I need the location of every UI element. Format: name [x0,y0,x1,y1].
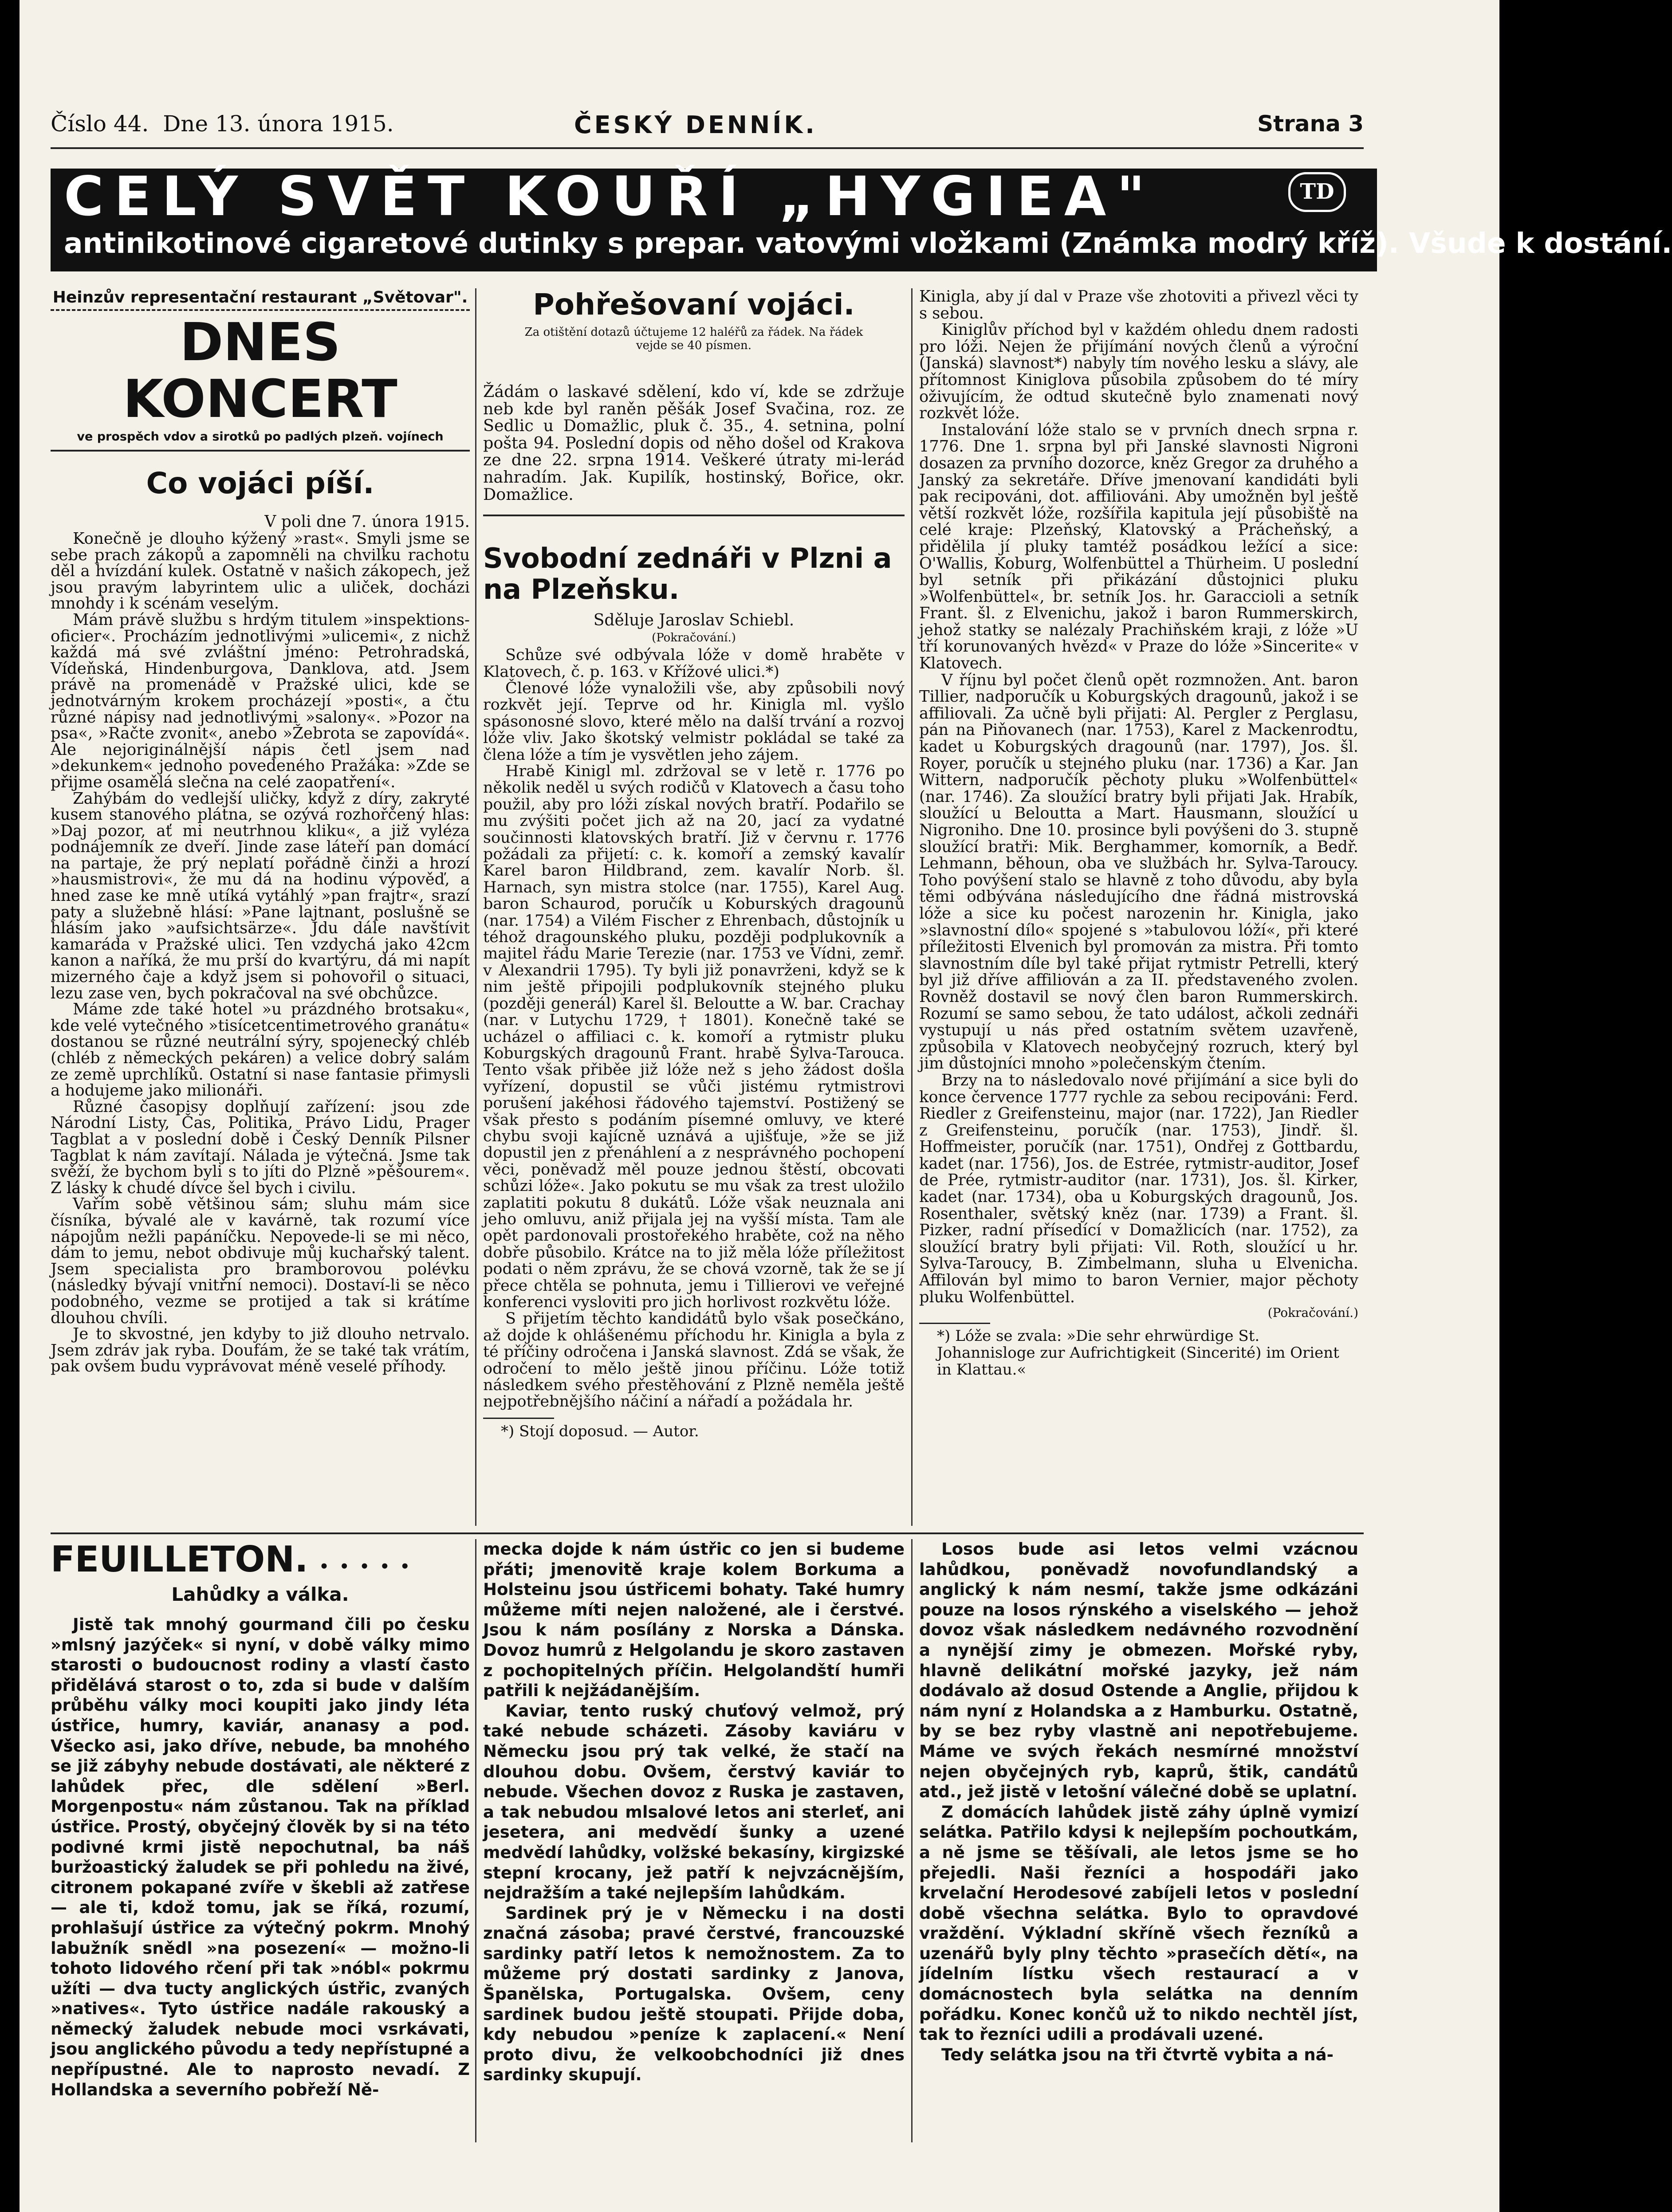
column-rule-3 [475,1539,476,2142]
column-rule-4 [911,1539,913,2142]
feuilleton-dots: • • • • • [319,1558,413,1576]
footnote-rule [483,1418,554,1419]
column-1 [51,288,470,1375]
column-rule-2 [911,288,913,1526]
feuilleton-column-3 [919,1539,1358,2065]
paragraph: Kinigla, aby jí dal v Praze vše zhotoviti a přivezl věci ty s sebou. [919,287,1358,322]
paragraph: Kiniglův příchod byl v každém ohledu dnem radosti pro lóži. Nejen že přijímání nových členů a výroční (Janská) slavnost*) nabyly tím nového lesku a slávy, ale přítomnost Kiniglova působila způsobem do té míry oživujícím, že odtud skutečně bylo znamenati nový rozkvět lóže. [919,321,1358,423]
issue-date: Dne 13. února 1915. [163,111,394,137]
article-heading: Co vojáci píší. [146,466,374,500]
ad-headline: CELÝ SVĚT KOUŘÍ „HYGIEA" [64,165,1156,228]
paragraph: Sardinek prý je v Německu i na dosti značná zásoba; pravé čerstvé, francouzské sardinky patří letos k nemožnostem. Za to můžeme prý dostati sardinky z Janova, Španělska, Portugalska. Ovšem, ceny sardinek budou ještě stoupati. Přijde doba, kdy nebudou »peníze k zaplacení.« Není proto divu, že velkoobchodníci již dnes sardinky skupují. [483,1903,905,2085]
rule [51,450,470,452]
ad-subline: antinikotinové cigaretové dutinky s prepar. vatovými vložkami (Známka modrý kříž). Všude k dostání. [64,227,1672,259]
paragraph: Různé časopisy doplňují zařízení: jsou zde Národní Listy, Čas, Politika, Právo Lidu, Prager Tagblat a v poslední době i Český Denník Pilsner Tagblat k nám zavítají. Nálada je výtečná. Jsme tak svěží, že bychom byli s to jíti do Plzně »pěšourem«. Z lásky k chudé dívce šel bych i civilu. [51,1097,470,1197]
paragraph: Zahýbám do vedlejší uličky, když z díry, zakryté kusem stanového plátna, se ozývá rozhořčený hlas: »Daj pozor, ať mi neutrhnou kliku«, a již vyléza podnájemník ze dveří. Jinde zase láteří pan domácí na partaje, že prý neplatí pořádně činži a hrozí »hausmistrovi«, že mu dá na hodinu výpověď, a hned zase ke mně utíká vytáhlý »pan frajtr«, srazí paty a služebně hlásí: »Pane lajtnant, poslušně se hlásím jako »aufsichtsärze«. Jdu dále navštívit kamaráda v Pražské ulici. Ten vzdychá jako 42cm kanon a naříká, že mu prší do kvartýru, dá mi napít mizerného čaje a když jsem si pohovořil o situaci, lezu zase ven, bych pokračoval na své obchůzce. [51,789,470,1002]
feuilleton-title: FEUILLETON. [51,1539,308,1580]
feuilleton-body-3 [919,1539,1358,2065]
newspaper-title: ČESKÝ DENNÍK. [574,111,817,139]
feuilleton-column-2 [483,1539,905,2085]
concert-subtitle: ve prospěch vdov a sirotků po padlých plzeň. vojínech [77,430,444,444]
paragraph: Instalování lóže stalo se v prvních dnech srpna r. 1776. Dne 1. srpna byl při Janské slavnosti Nigroni dosazen za prvního dozorce, kněz Gregor za druhého a Janský za sekretáře. Dříve jmenovaní kandidáti byli pak recipováni, dot. affiliováni. Aby umožněn byl ještě větší rozkvět lóže, rozšířila kapitula její působiště na celé kraje: Plzeňský, Klatovský a Prácheňský, a přidělila jí pluky tamtéž posádkou ležící a sice: O'Wallis, Koburg, Wolfenbüttel a Thürheim. U poslední byl setník při přikázání důstojnici pluku »Wolfenbüttel«, br. setník Jos. hr. Garaccioli a setník Frant. šl. z Elvenichu, jakož i baron Rummerskirch, jehož statky se nalézaly Prachiňském kraji, z lóže »U tří korunovaných hvězd« v Praze do lóže »Sincerite« v Klatovech. [919,420,1358,673]
missing-body [483,383,905,503]
paragraph: Schůze své odbývala lóže v domě hraběte v Klatovech, č. p. 163. v Křížové ulici.*) [483,646,905,681]
feuilleton-title-row [51,1539,470,1580]
restaurant-name: Heinzův representační restaurant „Světovar". [51,288,470,311]
paragraph: Žádám o laskavé sdělení, kdo ví, kde se zdržuje neb kde byl raněn pěšák Josef Svačina, roz. ze Sedlic u Domažlic, pluk č. 35., 4. setnina, polní pošta 94. Poslední dopis od něho došel od Krakova ze dne 22. srpna 1914. Veškeré útraty mi-lerád nahradím. Jak. Kupilík, hostinský, Bořice, okr. Domažlice. [483,382,905,504]
paragraph: Z domácích lahůdek jistě záhy úplně vymizí selátka. Patřilo kdysi k nejlepším pochoutkám, a ně jsme se těšívali, ale letos jsme se ho přejedli. Naši řezníci a hospodáři jako krvelační Herodesové zabíjeli letos v poslední době všechna selátka. Bylo to opravdové vraždění. Výkladní skříně všech řezníků a uzenářů byly plny těchto »prasečích dětí«, na jídelním lístku všech restaurací a v domácnostech byla selátka na denním pořádku. Konec končů už to nikdo nechtěl jíst, tak to řezníci udili a prodávali uzené. [919,1802,1358,2044]
column-3 [919,288,1358,1378]
paragraph: Máme zde také hotel »u prázdného brotsaku«, kde velé vytečného »tisícetcentimetrového granátu« dostanou se různé neutrální sýry, spojenecký chléb (chléb z německých pekáren) a velice dobrý salám ze země uprchlíků. Ostatní si nase fantasie přimysli a hodujeme jako milionáři. [51,1000,470,1100]
footnote: *) Lóže se zvala: »Die sehr ehrwürdige St. Johannisloge zur Aufrichtigkeit (Sincerité) im Orient in Klattau.« [937,1327,1339,1379]
paragraph: S přijetím těchto kandidátů bylo však posečkáno, až dojde k ohlášenému příchodu hr. Kinigla a byla z té příčiny odročena i Janská slavnost. Zdá se však, že odročení to mělo ještě jinou příčinu. Lóže totiž následkem svého přestěhování z Plzně neměla ještě nejpotřebnějšího náčiní a nářadí a požádala hr. [483,1310,905,1411]
paragraph: Kaviar, tento ruský chuťový velmož, prý také nebude scházeti. Zásoby kaviáru v Německu jsou prý tak velké, že stačí na dlouhou dobu. Ovšem, čerstvý kaviár to nebude. Všechen dovoz z Ruska je zastaven, a tak nebudou mlsalové letos ani sterleť, ani jesetera, ani medvědí šunky a uzené medvědí lahůdky, volžské bekasíny, kirgizské stepní krocany, jež patří k nejvzácnějším, nejdražším a také nejlepším lahůdkám. [483,1701,905,1903]
paragraph: Hrabě Kinigl ml. zdržoval se v letě r. 1776 po několik neděl u svých rodičů v Klatovech a času toho použil, aby pro lóži získal nových bratří. Podařilo se mu zvýšiti počet jich až na 20, jací za vydatné součinnosti klatovských bratří. Již v červnu r. 1776 požádali za přijetí: c. k. komoří a zemský kavalír Karel baron Hildbrand, zem. kavalír Norb. šl. Harnach, syn mistra stolce (nar. 1755), Karel Aug. baron Schaurod, poručík u Koburských dragounů (nar. 1754) a Vilém Fischer z Ehrenbach, důstojník u téhož dragounského pluku, později podplukovník a majitel řádu Marie Terezie (nar. 1753 ve Vídni, zemř. v Alexandrii 1795). Ty byli již ponavrženi, když se k nim ještě připojili podplukovník stejného pluku (později generál) Karel šl. Beloutte a W. bar. Crachay (nar. v Lutychu 1729, † 1801). Konečně také se ucházel o affiliaci c. k. komoří a rytmistr pluku Koburgských dragounů Frant. hrabě Sylva-Tarouca. Tento však přiběe již lóže než s jeho žádost došla vyřízení, dopustil se vůči jistému rytmistrovi porušení jakéhosi řádového tajemství. Postižený se však přesto s podáním písemné omluvy, ve které chybu svoji kajícně uznává a ujišťuje, »že se již dopustil jen z přenáhlení a z nesprávného pochopení věci, poněvadž měl pouze jednou štěstí, obcovati schůzi lóže«. Jako pokutu se mu však za trest uložilo zaplatiti pokutu 8 dukátů. Lóže však neuznala ani jeho omluvu, aniž přijala jej na vyšší místa. Tam ale opět pardonovali prostořekého hraběte, což na něho dobře působilo. Krátce na to již měla lóže příležitost podati o něm zprávu, že se chová vzorně, tak že se jí přece chtěla se pohnuta, jemu i Tillierovi ve veřejné konferenci vysloviti pro jich horlivost rozkvětu lóže. [483,762,905,1311]
paragraph: Vařím sobě většinou sám; sluhu mám sice čísníka, bývalé ale v kavárně, tak rozumí více nápojům nežli papáníčku. Nepovede-li se mi něco, dám to jemu, nebot obdivuje můj kuchařský talent. Jsem specialista pro bramborovou polévku (následky bývají vnitřní nemoci). Dostaví-li se něco podobného, vezme se protijed a tak si krátíme dlouhou chvíli. [51,1195,470,1327]
page-header [51,111,1364,146]
author-line: Sděluje Jaroslav Schiebl. [593,611,795,630]
column-2 [483,288,905,1440]
trademark-logo: TD [1288,172,1346,212]
paragraph: V říjnu byl počet členů opět rozmnožen. Ant. baron Tillier, nadporučík u Koburgských dragounů, jakož i se affiliovali. Za učně byli přijati: Al. Pergler z Perglasu, pán na Piňovanech (nar. 1753), Karel z Mackenrodtu, kadet u Koburgských dragounů (nar. 1797), Jos. šl. Royer, poručík u stejného pluku (nar. 1736) a Kar. Jan Wittern, nadporučík pěchoty pluku »Wolfenbüttel« (nar. 1746). Za sloužící bratry byli přijati Jak. Hrabík, sloužící u Beloutta a Mart. Hausmann, sloužící u Nigroniho. Dne 10. prosince byli povýšeni do 3. stupně sloužící bratři: Mik. Berghammer, komorník, a Bedř. Lehmann, běhoun, oba ve službách hr. Sylva-Taroucy. Toho povýšení stalo se hlavně z toho důvodu, aby byla těmi odbývána následujícího dne řádná mistrovská lóže a sice ku počest narozenin hr. Kinigla, jako »slavnostní dílo« spojené s »tabulovou lóží«, při které příležitosti Elvenich byl promován za mistra. Při tomto slavnostním díle byl také přijat rytmistr Petrelli, který byl již dříve affiliován a za II. představeného zvolen. Rovněž dostavil se nový člen baron Rummerskirch. Rozumí se samo sebou, že tato událost, ačkoli zednáři vystupují u nás před ostatním světem uzavřeně, způsobila v Klatovech neobyčejný rozruch, který byl jim důstojníci mnoho »polečenským čtením. [919,671,1358,1073]
newspaper-page [20,0,1672,2212]
feuilleton-body-1 [51,1615,470,2100]
paragraph: Je to skvostné, jen kdyby to již dlouho netrvalo. Jsem zdráv jak ryba. Doufám, že se také tak vrátím, pak ovšem budu vyprávovat méně veselé příhody. [51,1325,470,1376]
paragraph: Mám právě službu s hrdým titulem »inspektions-oficier«. Procházím jednotlivými »ulicemi«, z nichž každá má své zvláštní jméno: Petrohradská, Vídeňská, Hindenburgova, Danklova, atd. Jsem právě na promenádě v Pražské ulici, kde se jednotvárným krokem procházejí »posti«, a čtu různé nápisy nad jednotlivými »salony«. »Pozor na psa«, »Račte zvonit«, anebo »Žebrota se zapovídá«. Ale nejoriginálnější nápis četl jsem nad »dekunkem« jednoho povedeného Pražáka: »Zde se přijme osamělá slečna na celé zaopatření«. [51,610,470,791]
continuation-note: (Pokračování.) [652,631,736,645]
paragraph: mecka dojde k nám ústřic co jen si budeme přáti; jmenovitě kraje kolem Borkuma a Holsteinu jsou ústřicemi bohaty. Také humry můžeme míti nejen naložené, ale i čerstvé. Jsou k nám posílány z Norska a Dánska. Dovoz humrů z Helgolandu je skoro zastaven z pochopitelných příčin. Helgolandští humři patřili k nejžádanějším. [483,1540,905,1701]
hygiea-advertisement [51,165,1672,271]
page-number: Strana 3 [1257,111,1364,137]
missing-notice: Za otištění dotazů účtujeme 12 haléřů za řádek. Na řádek vejde se 40 písmen. [524,326,863,352]
paragraph: Jistě tak mnohý gourmand čili po česku »mlsný jazýček« si nyní, v době války mimo starosti o budoucnost rodiny a vlastí často přidělává starost o to, zda si bude v dalším průběhu války moci koupiti jako jindy léta ústřice, humry, kaviár, ananasy a pod. Všecko asi, jako dříve, nebude, ba mnohého se již zábyhy nebude dostávati, ale některé z lahůdek přec, dle sdělení »Berl. Morgenpostu« nám zůstanou. Tak na příklad ústřice. Prostý, obyčejný člověk by si na této podivné krmi jistě nepochutnal, ba náš buržoastický žaludek se při pohledu na živé, citronem pokapané zvíře v škebli až zatřese — ale ti, kdož tomu, jak se říká, rozumí, prohlašují ústřice za výtečný pokrm. Mnohý labužník snědl »na posezení« — možno-li tohoto lidového rčení při tak »nóbl« pokrmu užíti — dva tucty anglických ústřic, zvaných »natives«. Tyto ústřice nadále rakouský a německý žaludek nebude moci vsrkávati, jsou anglického původu a tedy nepřístupné a nepřípustné. Ale to naprosto nevadí. Z Hollandska a severního pobřeží Ně- [51,1615,470,2099]
issue-and-date [51,111,394,137]
freemasons-continued [919,288,1358,1305]
feuilleton-subtitle: Lahůdky a válka. [171,1583,349,1605]
missing-soldiers-heading: Pohřešovaní vojáci. [533,287,855,322]
continuation-note: (Pokračování.) [1267,1305,1358,1320]
article-body [51,531,470,1375]
concert-headline: DNES KONCERT [123,311,397,429]
column-rule-1 [475,288,476,1526]
feuilleton-column-1 [51,1539,470,2100]
rule [483,515,905,516]
header-rule [51,147,1364,149]
paragraph: Tedy selátka jsou na tři čtvrtě vybita a ná- [941,2045,1334,2064]
freemasons-heading: Svobodní zednáři v Plzni a na Plzeňsku. [483,542,892,606]
footnote-rule [919,1323,990,1324]
footnote: *) Stojí doposud. — Autor. [501,1422,699,1440]
issue-number: Číslo 44. [51,111,149,137]
feuilleton-rule [51,1532,1364,1534]
paragraph: Losos bude asi letos velmi vzácnou lahůdkou, poněvadž novofundlandský a anglický k nám nesmí, takže jsme odkázáni pouze na losos rýnského a viselského — jehož dovoz však následkem nedávného rozvodnění a nynější zimy je obmezen. Mořské ryby, hlavně delikátní mořské jazyky, jež nám dodávalo až dosud Ostende a Anglie, přijdou k nám nyní z Holandska a z Hamburku. Ostatně, by se bez ryby vlastně ani nepotřebujeme. Máme ve svých řekách nesmírné množství nejen obyčejných ryb, kaprů, štik, candátů atd., jež jistě v letošní válečné době se uplatní. [919,1540,1358,1802]
freemasons-body [483,647,905,1410]
paragraph: Brzy na to následovalo nové přijímání a sice byli do konce července 1777 rychle za sebou recipováni: Ferd. Riedler z Greifensteinu, major (nar. 1722), Jan Riedler z Greifensteinu, poručík (nar. 1753), Jindř. šl. Hoffmeister, poručík (nar. 1751), Ondřej z Gottbardu, kadet (nar. 1756), Jos. de Estrée, rytmistr-auditor, Josef de Prée, rytmistr-auditor (nar. 1731), Jos. šl. Kirker, kadet (nar. 1734), oba u Koburgských dragounů, Jos. Rosenthaler, světský kněz (nar. 1739) a Frant. šl. Pizker, radní přísedící v Domažlicích (nar. 1752), za sloužící bratry byli přijati: Vil. Roth, sloužící u hr. Sylva-Taroucy, B. Zimbelmann, sluha u Elvenicha. Affilován byl mimo to baron Vernier, major pěchoty pluku Wolfenbüttel. [919,1071,1358,1306]
feuilleton-body-2 [483,1539,905,2085]
paragraph: Členové lóže vynaložili vše, aby způsobili nový rozkvět její. Teprve od hr. Kinigla ml. vyšlo spásonosné slovo, které mělo na další trvání a rozvoj lóže vliv. Jako škotský velmistr pokládal se také za člena lóže a tím je vysvětlen jeho zájem. [483,679,905,764]
paragraph: Konečně je dlouho kýžený »rast«. Smyli jsme se sebe prach zákopů a zapomněli na chvilku rachotu děl a hvízdání kulek. Ostatně v našich zákopech, jež jsou pravým labyrintem ulic a uliček, docházi mnohdy i k scénám veselým. [51,530,470,613]
dateline: V poli dne 7. února 1915. [264,513,470,531]
